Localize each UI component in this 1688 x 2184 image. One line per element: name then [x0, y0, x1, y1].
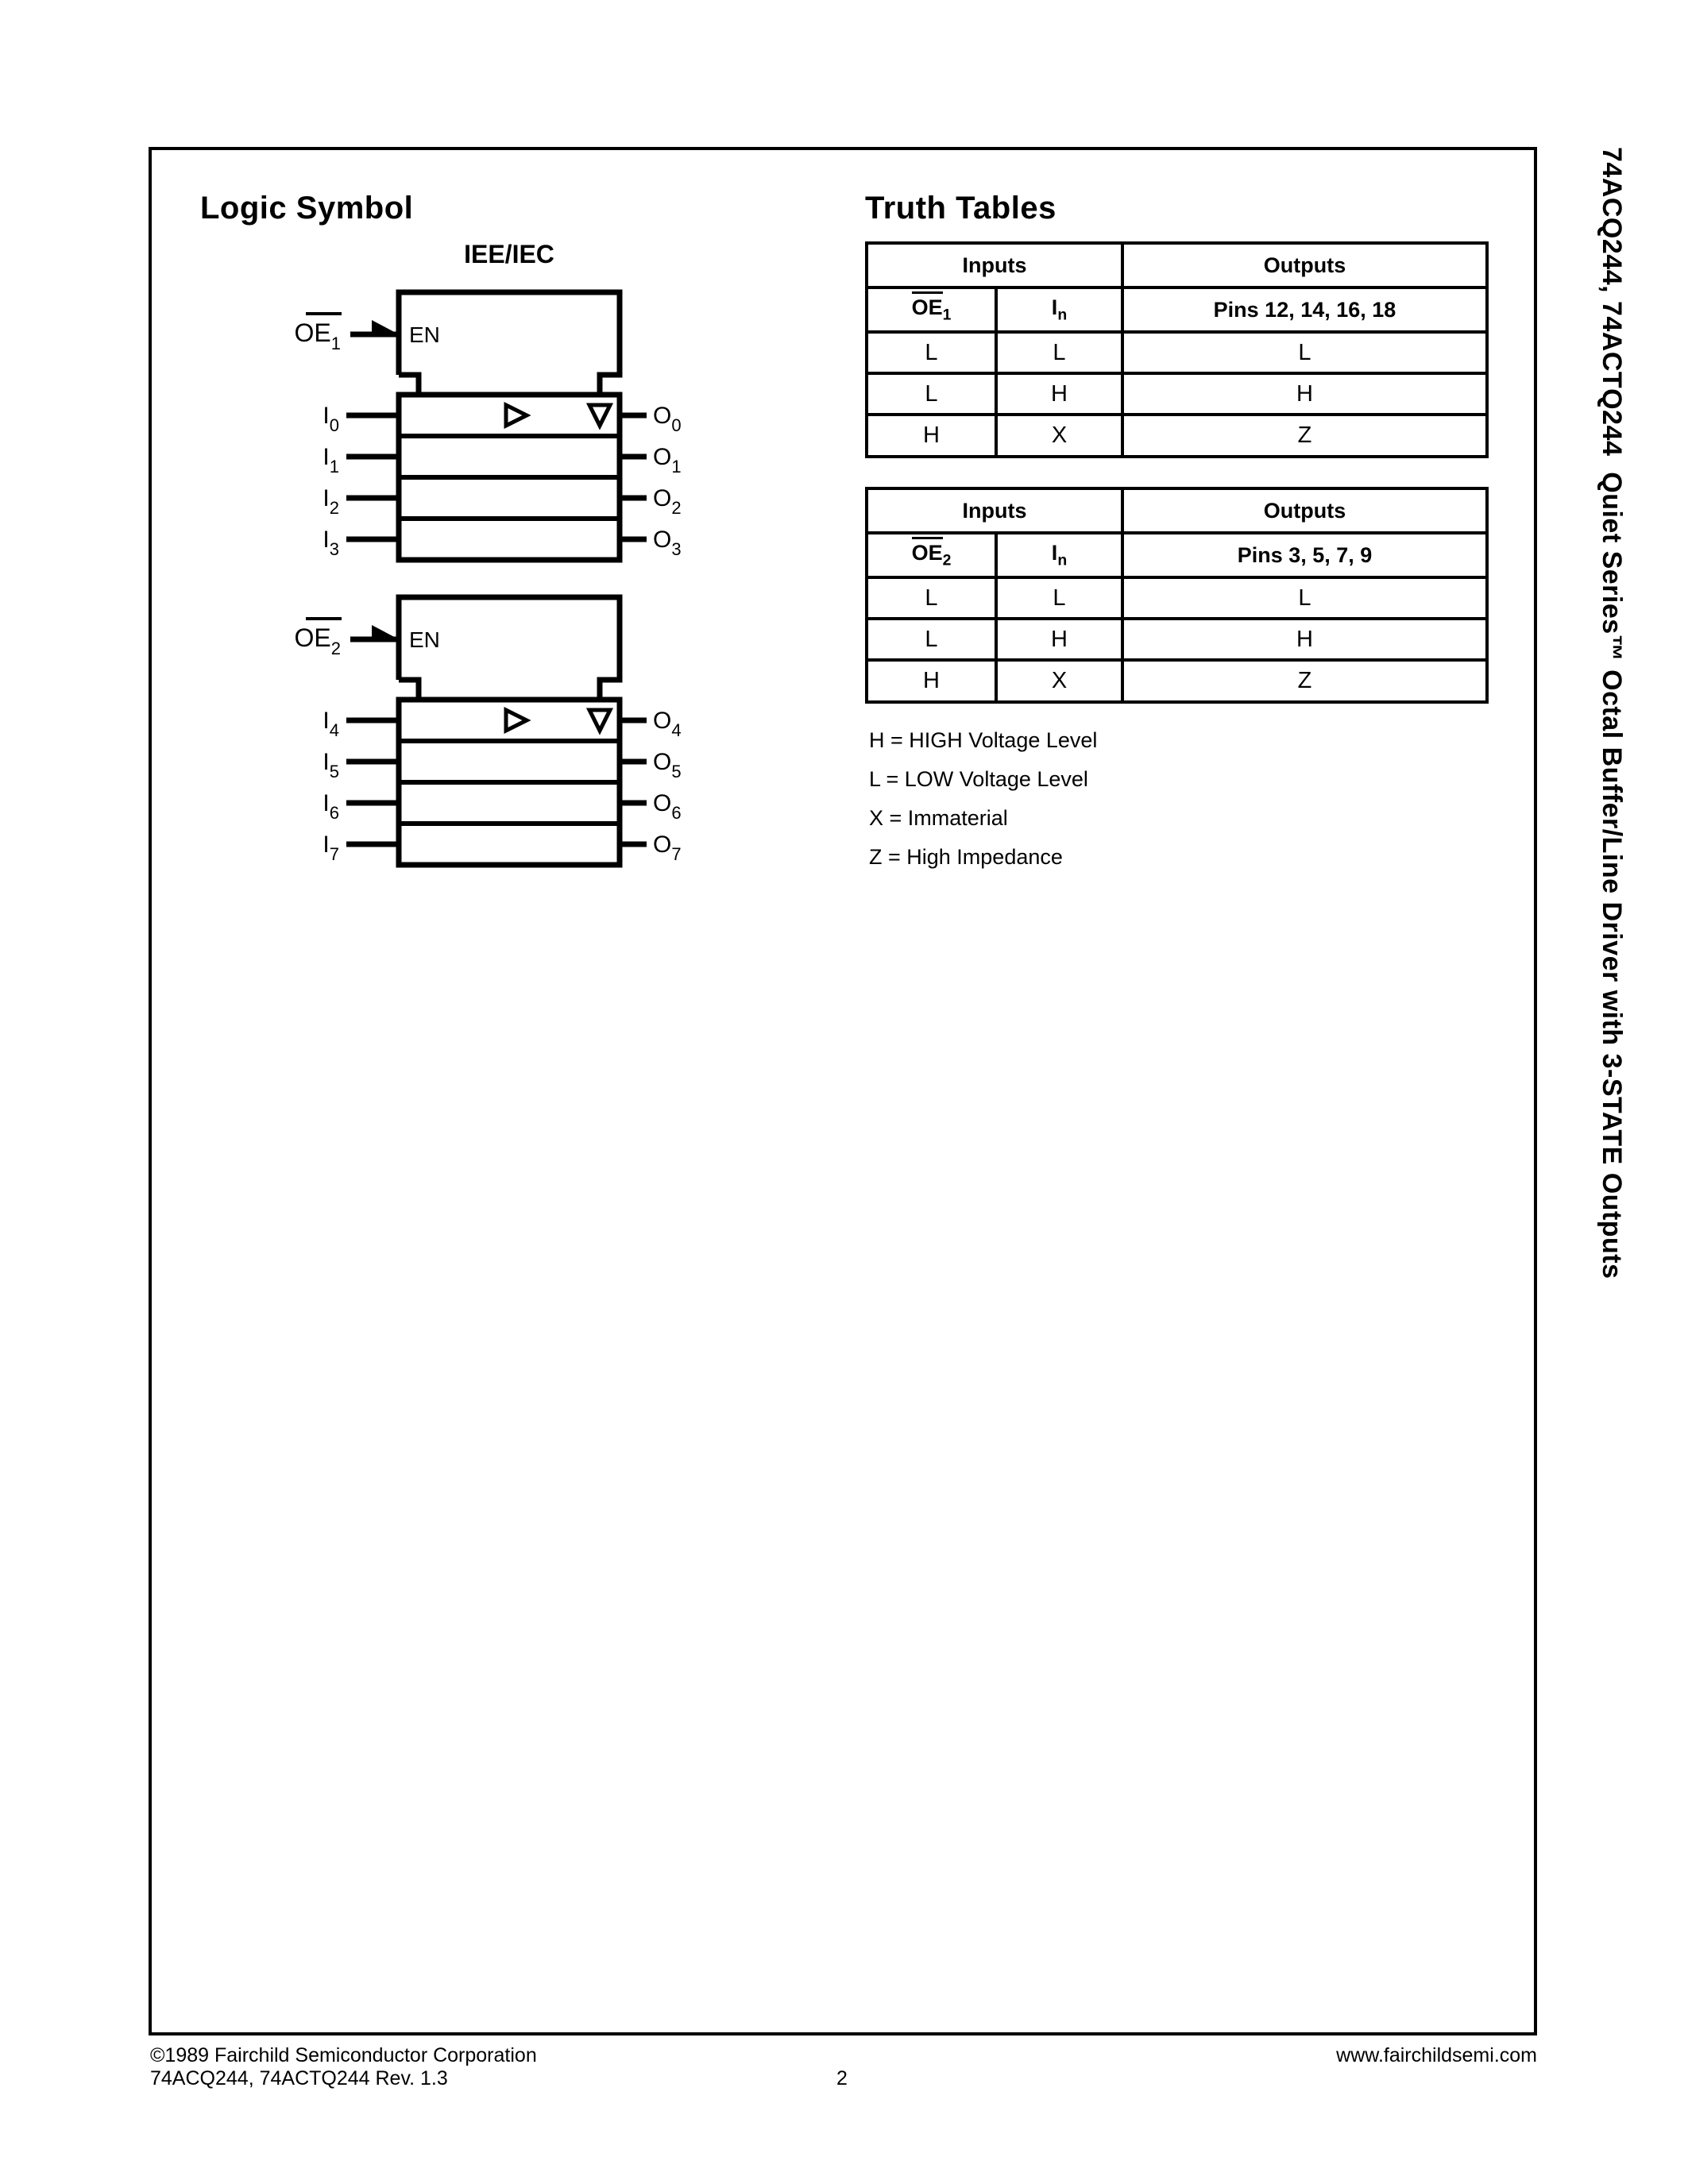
oe2-label: $OE_2$ [294, 623, 341, 658]
input-lines [346, 415, 399, 539]
buffer-block-2 [295, 597, 682, 865]
diagram-standard-label: IEE/IEC [464, 240, 554, 268]
logic-symbol-heading: Logic Symbol [200, 191, 414, 226]
amplifier-triangle-icon [506, 710, 527, 731]
input-label-i5: $I_5$ [323, 749, 339, 781]
logic-symbol-diagram [294, 278, 723, 913]
legend-line: L = LOW Voltage Level [869, 767, 1088, 791]
cell: H [867, 415, 996, 457]
sidebar-part-title: 74ACQ244, 74ACTQ244 Quiet Series™ Octal Buffer/Line Driver with 3-STATE Outputs [1597, 147, 1627, 1279]
output-label-o4: $O_4$ [653, 708, 682, 740]
cell: L [867, 332, 996, 373]
input-label-i4: $I_4$ [323, 708, 339, 740]
oe1-label: $OE_1$ [294, 318, 341, 353]
inputs-header: Inputs [867, 488, 1122, 533]
tristate-triangle-icon [589, 405, 610, 426]
input-label-i2: $I_2$ [323, 485, 339, 518]
in-column-header: $I_n$ [996, 533, 1122, 577]
cell: X [996, 415, 1122, 457]
output-label-o0: $O_0$ [653, 403, 682, 435]
cell: L [996, 577, 1122, 619]
input-label-i6: $I_6$ [323, 790, 339, 823]
legend-line: H = HIGH Voltage Level [869, 728, 1098, 752]
footer-copyright: ©1989 Fairchild Semiconductor Corporation [150, 2044, 537, 2066]
cell: L [867, 577, 996, 619]
buffer-row-dividers [399, 741, 620, 824]
buffer-block-1 [295, 292, 682, 560]
input-label-i3: $I_3$ [323, 527, 339, 559]
pins-column-header: Pins 3, 5, 7, 9 [1122, 533, 1487, 577]
truth-tables-heading: Truth Tables [865, 191, 1056, 226]
page-number: 2 [836, 2067, 848, 2089]
cell: H [996, 619, 1122, 660]
outputs-header: Outputs [1122, 488, 1487, 533]
tristate-triangle-icon [589, 710, 610, 731]
output-label-o2: $O_2$ [653, 485, 682, 518]
in-column-header: $I_n$ [996, 287, 1122, 332]
table-row [867, 373, 1487, 415]
input-label-i7: $I_7$ [323, 832, 339, 864]
buffer-row-dividers [399, 436, 620, 519]
oe2-column-header: $OE_2$ [867, 533, 996, 577]
legend-line: X = Immaterial [869, 806, 1008, 830]
table-row [867, 619, 1487, 660]
legend-line: Z = High Impedance [869, 845, 1063, 869]
oe1-column-header: $OE_1$ [867, 287, 996, 332]
truth-table-1 [865, 241, 1489, 458]
footer-revision: 74ACQ244, 74ACTQ244 Rev. 1.3 [150, 2067, 448, 2089]
cell: L [867, 619, 996, 660]
enable-label: EN [409, 322, 440, 347]
outputs-header: Outputs [1122, 243, 1487, 287]
table-row [867, 415, 1487, 457]
output-label-o5: $O_5$ [653, 749, 682, 781]
output-label-o7: $O_7$ [653, 832, 682, 864]
cell: X [996, 660, 1122, 702]
inputs-header: Inputs [867, 243, 1122, 287]
table-row [867, 577, 1487, 619]
enable-label: EN [409, 627, 440, 652]
cell: H [867, 660, 996, 702]
output-lines [620, 720, 647, 844]
cell: Z [1122, 415, 1487, 457]
cell: H [996, 373, 1122, 415]
truth-table-2 [865, 487, 1489, 704]
cell: Z [1122, 660, 1487, 702]
input-label-i0: $I_0$ [323, 403, 339, 435]
cell: H [1122, 619, 1487, 660]
amplifier-triangle-icon [506, 405, 527, 426]
footer-website: www.fairchildsemi.com [1336, 2044, 1537, 2066]
cell: L [996, 332, 1122, 373]
output-label-o3: $O_3$ [653, 527, 682, 559]
cell: L [1122, 332, 1487, 373]
cell: H [1122, 373, 1487, 415]
table-row [867, 332, 1487, 373]
output-label-o1: $O_1$ [653, 444, 682, 477]
table-row [867, 660, 1487, 702]
input-lines [346, 720, 399, 844]
truth-table-legend [869, 721, 1097, 877]
pins-column-header: Pins 12, 14, 16, 18 [1122, 287, 1487, 332]
output-lines [620, 415, 647, 539]
cell: L [867, 373, 996, 415]
cell: L [1122, 577, 1487, 619]
output-label-o6: $O_6$ [653, 790, 682, 823]
input-label-i1: $I_1$ [323, 444, 339, 477]
